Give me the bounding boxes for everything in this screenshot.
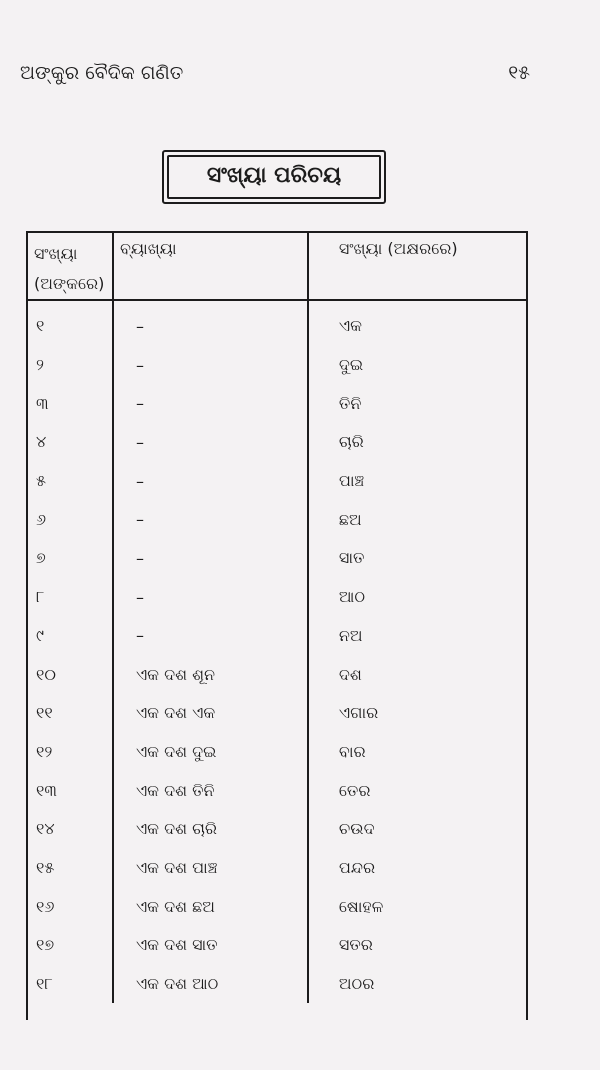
digit-cell: ୨ — [27, 346, 113, 385]
table-row — [27, 694, 527, 733]
word-cell: ପନ୍ଦର — [308, 849, 527, 888]
word-cell: ଚାରି — [308, 423, 527, 462]
table-body — [27, 300, 527, 1003]
section-title-box — [162, 150, 386, 204]
table-row — [27, 462, 527, 501]
table-row — [27, 423, 527, 462]
explanation-cell: ଏକ ଦଶ ଛଅ — [113, 887, 308, 926]
explanation-cell: ଏକ ଦଶ ଚାରି — [113, 810, 308, 849]
word-cell: ଏକ — [308, 300, 527, 346]
explanation-cell: ଏକ ଦଶ ପାଞ୍ଚ — [113, 849, 308, 888]
word-cell: ବାର — [308, 733, 527, 772]
table-row — [27, 300, 527, 346]
digit-cell: ୧୦ — [27, 655, 113, 694]
digit-cell: ୧୧ — [27, 694, 113, 733]
explanation-cell: ଏକ ଦଶ ଆଠ — [113, 965, 308, 1004]
table-row — [27, 810, 527, 849]
explanation-cell: ଏକ ଦଶ ସାତ — [113, 926, 308, 965]
explanation-cell: – — [113, 617, 308, 656]
explanation-cell: – — [113, 423, 308, 462]
word-cell: ତିନି — [308, 384, 527, 423]
explanation-cell: – — [113, 500, 308, 539]
word-cell: ତେର — [308, 771, 527, 810]
word-cell: ଆଠ — [308, 578, 527, 617]
numbers-table — [26, 231, 528, 1003]
digit-cell: ୫ — [27, 462, 113, 501]
word-cell: ସତର — [308, 926, 527, 965]
explanation-cell: – — [113, 462, 308, 501]
header-explanation: ବ୍ୟାଖ୍ୟା — [113, 232, 308, 300]
explanation-cell: – — [113, 346, 308, 385]
word-cell: ଷୋହଳ — [308, 887, 527, 926]
explanation-cell: – — [113, 300, 308, 346]
table-row — [27, 887, 527, 926]
word-cell: ସାତ — [308, 539, 527, 578]
explanation-cell: ଏକ ଦଶ ଦୁଇ — [113, 733, 308, 772]
page-header — [20, 62, 530, 92]
page-number: ୧୫ — [508, 62, 530, 84]
table-row — [27, 384, 527, 423]
digit-cell: ୪ — [27, 423, 113, 462]
word-cell: ନଅ — [308, 617, 527, 656]
header-digits — [27, 232, 113, 300]
word-cell: ଦଶ — [308, 655, 527, 694]
explanation-cell: – — [113, 384, 308, 423]
section-title: ସଂଖ୍ୟା ପରିଚୟ — [206, 163, 342, 188]
table-border-extension — [26, 990, 528, 1020]
word-cell: ଅଠର — [308, 965, 527, 1004]
digit-cell: ୩ — [27, 384, 113, 423]
explanation-cell: ଏକ ଦଶ ଏକ — [113, 694, 308, 733]
explanation-cell: ଏକ ଦଶ ଶୂନ — [113, 655, 308, 694]
table-row — [27, 849, 527, 888]
digit-cell: ୮ — [27, 578, 113, 617]
table-row — [27, 346, 527, 385]
digit-cell: ୯ — [27, 617, 113, 656]
table-row — [27, 733, 527, 772]
word-cell: ଛଅ — [308, 500, 527, 539]
digit-cell: ୧୭ — [27, 926, 113, 965]
table-row — [27, 926, 527, 965]
explanation-cell: – — [113, 578, 308, 617]
table-header-row — [27, 232, 527, 300]
header-digits-line1: ସଂଖ୍ୟା — [34, 244, 78, 263]
digit-cell: ୧୩ — [27, 771, 113, 810]
header-words: ସଂଖ୍ୟା (ଅକ୍ଷରରେ) — [308, 232, 527, 300]
explanation-cell: – — [113, 539, 308, 578]
book-title: ଅଙ୍କୁର ବୈଦିକ ଗଣିତ — [20, 62, 184, 84]
explanation-cell: ଏକ ଦଶ ତିନି — [113, 771, 308, 810]
table-row — [27, 539, 527, 578]
digit-cell: ୬ — [27, 500, 113, 539]
digit-cell: ୧ — [27, 300, 113, 346]
digit-cell: ୧୨ — [27, 733, 113, 772]
digit-cell: ୧୪ — [27, 810, 113, 849]
header-digits-line2: (ଅଙ୍କରେ) — [34, 274, 105, 293]
digit-cell: ୧୮ — [27, 965, 113, 1004]
table-row — [27, 655, 527, 694]
table-row — [27, 500, 527, 539]
word-cell: ଦୁଇ — [308, 346, 527, 385]
word-cell: ପାଞ୍ଚ — [308, 462, 527, 501]
digit-cell: ୧୬ — [27, 887, 113, 926]
word-cell: ଏଗାର — [308, 694, 527, 733]
table-row — [27, 617, 527, 656]
table-row — [27, 578, 527, 617]
digit-cell: ୭ — [27, 539, 113, 578]
word-cell: ଚଉଦ — [308, 810, 527, 849]
digit-cell: ୧୫ — [27, 849, 113, 888]
table-row — [27, 771, 527, 810]
